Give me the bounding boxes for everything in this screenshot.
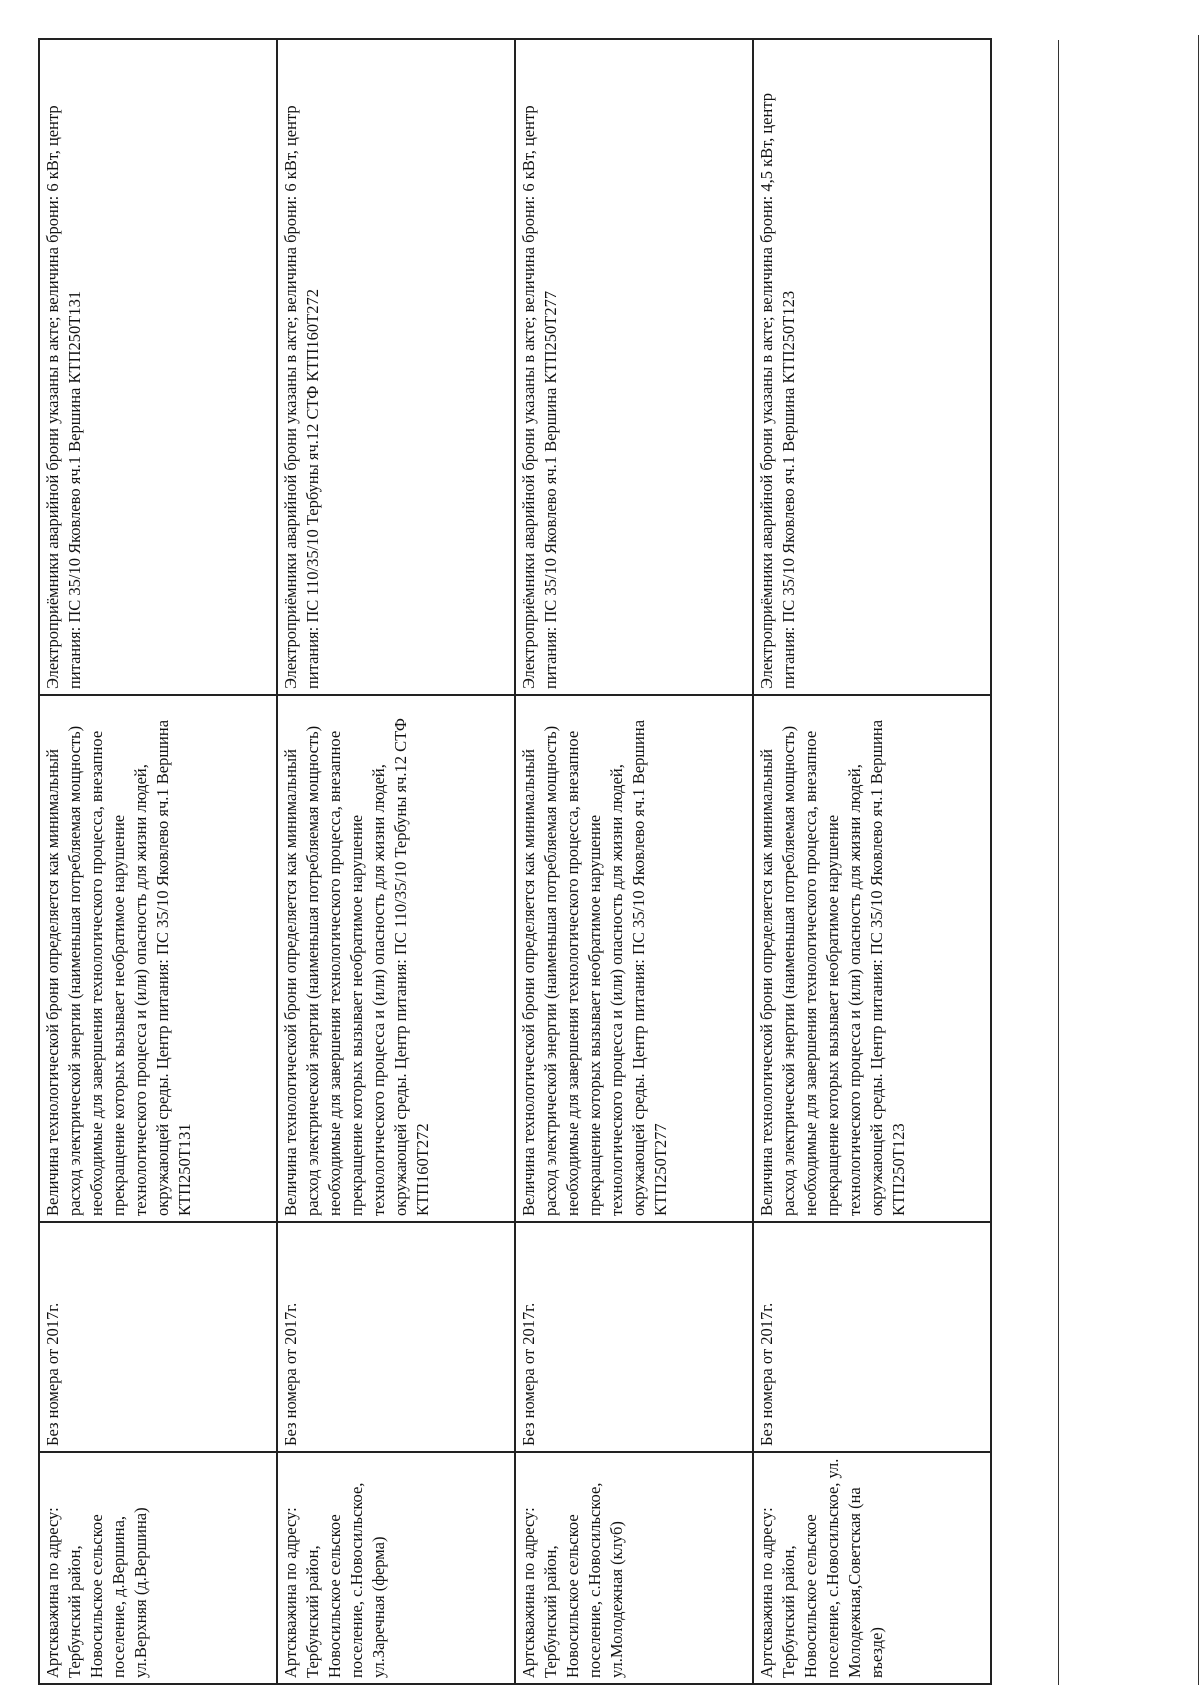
address-cell: Артскважина по адресу: Тербунский район, Новосильское сельское поселение, д.Вершина, ул.Верхняя (д.Вершина) (39, 1452, 277, 1684)
address-cell: Артскважина по адресу: Тербунский район, Новосильское сельское поселение, с.Новосильское, ул.Молодежная (клуб) (515, 1452, 753, 1684)
rotated-document-page (38, 40, 1020, 1685)
reserve-table (38, 38, 992, 1685)
table-row (277, 39, 515, 1684)
tech-reserve-cell: Величина технологической брони определяется как минимальный расход электрической энергии (наименьшая потребляемая мощность) необходимые для завершения технологического процесса, внезапное прекращение которых вызывает необратимое нарушение технологического процесса и (или) опасность для жизни людей, окружающей среды. Центр питания: ПС 110/35/10 Тербуны яч.12 СТФ КТП160Т272 (277, 695, 515, 1222)
address-cell: Артскважина по адресу: Тербунский район, Новосильское сельское поселение, с.Новосильское, ул. Молодежная,Советская (на въезде) (753, 1452, 991, 1684)
emergency-reserve-cell: Электроприёмники аварийной брони указаны в акте; величина брони: 6 кВт, центр питания: ПС 35/10 Яковлево яч.1 Вершина КТП250Т277 (515, 39, 753, 695)
table-row (515, 39, 753, 1684)
act-cell: Без номера от 2017г. (39, 1222, 277, 1452)
emergency-reserve-cell: Электроприёмники аварийной брони указаны в акте; величина брони: 6 кВт, центр питания: ПС 110/35/10 Тербуны яч.12 СТФ КТП160Т272 (277, 39, 515, 695)
emergency-reserve-cell: Электроприёмники аварийной брони указаны в акте; величина брони: 4,5 кВт, центр питания: ПС 35/10 Яковлево яч.1 Вершина КТП250Т123 (753, 39, 991, 695)
act-cell: Без номера от 2017г. (753, 1222, 991, 1452)
table-row (753, 39, 991, 1684)
table-row (39, 39, 277, 1684)
divider-line (1058, 40, 1059, 1685)
tech-reserve-cell: Величина технологической брони определяется как минимальный расход электрической энергии (наименьшая потребляемая мощность) необходимые для завершения технологического процесса, внезапное прекращение которых вызывает необратимое нарушение технологического процесса и (или) опасность для жизни людей, окружающей среды. Центр питания: ПС 35/10 Яковлево яч.1 Вершина КТП250Т123 (753, 695, 991, 1222)
tech-reserve-cell: Величина технологической брони определяется как минимальный расход электрической энергии (наименьшая потребляемая мощность) необходимые для завершения технологического процесса, внезапное прекращение которых вызывает необратимое нарушение технологического процесса и (или) опасность для жизни людей, окружающей среды. Центр питания: ПС 35/10 Яковлево яч.1 Вершина КТП250Т131 (39, 695, 277, 1222)
reserve-table-container (38, 40, 1020, 1685)
act-cell: Без номера от 2017г. (277, 1222, 515, 1452)
address-cell: Артскважина по адресу: Тербунский район, Новосильское сельское поселение, с.Новосильское, ул.Заречная (ферма) (277, 1452, 515, 1684)
tech-reserve-cell: Величина технологической брони определяется как минимальный расход электрической энергии (наименьшая потребляемая мощность) необходимые для завершения технологического процесса, внезапное прекращение которых вызывает необратимое нарушение технологического процесса и (или) опасность для жизни людей, окружающей среды. Центр питания: ПС 35/10 Яковлево яч.1 Вершина КТП250Т277 (515, 695, 753, 1222)
act-cell: Без номера от 2017г. (515, 1222, 753, 1452)
emergency-reserve-cell: Электроприёмники аварийной брони указаны в акте; величина брони: 6 кВт, центр питания: ПС 35/10 Яковлево яч.1 Вершина КТП250Т131 (39, 39, 277, 695)
divider-line (1198, 35, 1199, 1685)
